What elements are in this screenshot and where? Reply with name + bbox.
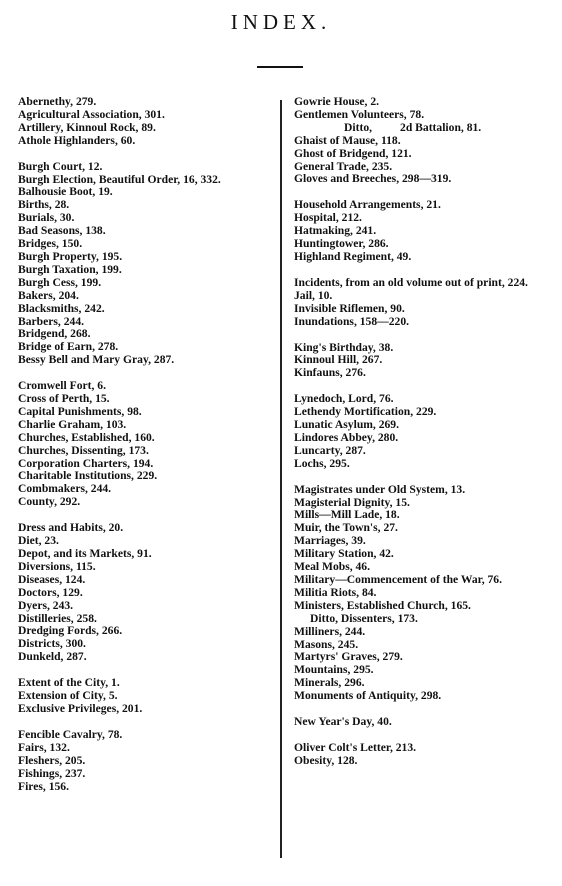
- page-title: INDEX.: [230, 10, 332, 34]
- index-entry: Gloves and Breeches, 298—319.: [294, 172, 452, 186]
- index-entry: Mountains, 295.: [294, 663, 374, 677]
- index-entry: Exclusive Privileges, 201.: [18, 701, 143, 715]
- index-entry: Births, 28.: [18, 198, 70, 212]
- index-group-b: [18, 161, 276, 368]
- index-entry: Monuments of Antiquity, 298.: [294, 689, 442, 703]
- index-group-i-j: [294, 277, 550, 329]
- index-entry: Gentlemen Volunteers, 78.: [294, 107, 425, 121]
- index-entry: Invisible Riflemen, 90.: [294, 301, 405, 315]
- index-entry: Militia Riots, 84.: [294, 585, 377, 599]
- index-entry: Magistrates under Old System, 13.: [294, 482, 466, 496]
- index-entry: Martyrs' Graves, 279.: [294, 650, 403, 664]
- index-entry: Hatmaking, 241.: [294, 224, 377, 238]
- index-entry: Minerals, 296.: [294, 676, 365, 690]
- index-entry: Inundations, 158—220.: [294, 314, 410, 328]
- index-entry: Incidents, from an old volume out of print, 224.: [294, 275, 528, 289]
- index-entry: Doctors, 129.: [18, 585, 83, 599]
- index-entry: Charlie Graham, 103.: [18, 417, 127, 431]
- index-entry: Marriages, 39.: [294, 534, 366, 548]
- index-entry: Fishings, 237.: [18, 766, 86, 780]
- index-group-o: [294, 742, 550, 768]
- index-right-column: [294, 96, 550, 781]
- index-entry: Corporation Charters, 194.: [18, 456, 154, 470]
- title-rule: [257, 66, 303, 68]
- index-entry: Bessy Bell and Mary Gray, 287.: [18, 353, 175, 367]
- index-entry: Barbers, 244.: [18, 314, 85, 328]
- index-entry: Burgh Court, 12.: [18, 159, 103, 173]
- index-entry: Kinfauns, 276.: [294, 366, 366, 380]
- index-entry: Districts, 300.: [18, 637, 86, 651]
- index-entry: Extension of City, 5.: [18, 689, 118, 703]
- index-entry: General Trade, 235.: [294, 159, 393, 173]
- index-entry: Milliners, 244.: [294, 624, 366, 638]
- index-entry: Gowrie House, 2.: [294, 95, 380, 108]
- index-entry: Bridgend, 268.: [18, 327, 91, 341]
- ditto-text: 2d Battalion, 81.: [400, 120, 482, 134]
- index-entry: Athole Highlanders, 60.: [18, 133, 136, 147]
- index-entry: Dunkeld, 287.: [18, 650, 87, 664]
- index-entry-ditto: Ditto, Dissenters, 173.: [310, 611, 418, 625]
- index-entry: Dress and Habits, 20.: [18, 521, 124, 535]
- index-entry: Combmakers, 244.: [18, 482, 112, 496]
- index-entry: Cross of Perth, 15.: [18, 392, 110, 406]
- index-entry: Capital Punishments, 98.: [18, 404, 142, 418]
- index-entry: Military Station, 42.: [294, 547, 394, 561]
- index-entry: Bridge of Earn, 278.: [18, 340, 119, 354]
- index-entry: Dredging Fords, 266.: [18, 624, 123, 638]
- index-entry: Artillery, Kinnoul Rock, 89.: [18, 120, 156, 134]
- index-entry: Lindores Abbey, 280.: [294, 430, 399, 444]
- index-group-m: [294, 484, 550, 703]
- index-entry: Fencible Cavalry, 78.: [18, 727, 123, 741]
- index-entry: Fleshers, 205.: [18, 753, 86, 767]
- index-entry: Ghost of Bridgend, 121.: [294, 146, 412, 160]
- index-entry: Muir, the Town's, 27.: [294, 521, 398, 535]
- index-entry: Oliver Colt's Letter, 213.: [294, 740, 417, 754]
- index-entry: Obesity, 128.: [294, 753, 358, 767]
- index-entry: Diseases, 124.: [18, 572, 86, 586]
- index-entry: Blacksmiths, 242.: [18, 301, 105, 315]
- index-entry: Churches, Established, 160.: [18, 430, 155, 444]
- index-entry: Charitable Institutions, 229.: [18, 469, 158, 483]
- index-entry: Bakers, 204.: [18, 288, 79, 302]
- index-entry: Burgh Election, Beautiful Order, 16, 332.: [18, 172, 221, 186]
- index-entry: Hospital, 212.: [294, 211, 362, 225]
- index-entry: Dyers, 243.: [18, 598, 74, 612]
- index-entry: Luncarty, 287.: [294, 443, 366, 457]
- index-entry: Ministers, Established Church, 165.: [294, 598, 471, 612]
- index-entry: Masons, 245.: [294, 637, 359, 651]
- index-entry: Diversions, 115.: [18, 559, 96, 573]
- index-group-a: [18, 96, 276, 148]
- index-entry: Distilleries, 258.: [18, 611, 97, 625]
- index-entry: Burials, 30.: [18, 211, 75, 225]
- index-group-h: [294, 199, 550, 264]
- index-entry: New Year's Day, 40.: [294, 715, 392, 729]
- index-entry: Huntingtower, 286.: [294, 237, 389, 251]
- index-group-c: [18, 380, 276, 509]
- index-entry: Lethendy Mortification, 229.: [294, 405, 437, 419]
- index-entry: Household Arrangements, 21.: [294, 198, 441, 212]
- index-entry: Churches, Dissenting, 173.: [18, 443, 149, 457]
- index-entry: Military—Commencement of the War, 76.: [294, 573, 503, 586]
- index-group-n: [294, 716, 550, 729]
- index-entry: Extent of the City, 1.: [18, 676, 120, 690]
- index-group-k: [294, 342, 550, 381]
- ditto-mark: Ditto,: [344, 120, 373, 134]
- column-divider: [280, 100, 282, 858]
- index-entry-ditto: [294, 122, 550, 135]
- index-entry: Balhousie Boot, 19.: [18, 185, 113, 199]
- index-entry: Bridges, 150.: [18, 237, 83, 251]
- index-entry: Meal Mobs, 46.: [294, 560, 370, 574]
- index-group-d: [18, 522, 276, 664]
- index-entry: County, 292.: [18, 495, 81, 509]
- index-entry: Ghaist of Mause, 118.: [294, 133, 401, 147]
- index-entry: Burgh Property, 195.: [18, 249, 123, 263]
- index-group-f: [18, 729, 276, 794]
- index-entry: Fires, 156.: [18, 779, 69, 793]
- index-entry: Abernethy, 279.: [18, 95, 97, 108]
- index-entry: Jail, 10.: [294, 288, 333, 302]
- index-entry: Mills—Mill Lade, 18.: [294, 508, 400, 522]
- index-entry: Agricultural Association, 301.: [18, 107, 165, 121]
- index-entry: Highland Regiment, 49.: [294, 249, 412, 263]
- index-group-l: [294, 393, 550, 470]
- index-group-e: [18, 677, 276, 716]
- index-entry: Lunatic Asylum, 269.: [294, 418, 400, 432]
- index-entry: Bad Seasons, 138.: [18, 224, 106, 238]
- index-entry: Depot, and its Markets, 91.: [18, 547, 152, 560]
- index-group-g: [294, 96, 550, 186]
- index-entry: Magisterial Dignity, 15.: [294, 495, 410, 509]
- index-entry: King's Birthday, 38.: [294, 340, 394, 354]
- index-entry: Kinnoul Hill, 267.: [294, 353, 383, 367]
- index-entry: Lynedoch, Lord, 76.: [294, 392, 394, 406]
- index-entry: Diet, 23.: [18, 534, 59, 548]
- index-entry: Lochs, 295.: [294, 456, 350, 470]
- index-entry: Fairs, 132.: [18, 740, 70, 754]
- index-entry: Burgh Cess, 199.: [18, 275, 102, 289]
- index-entry: Cromwell Fort, 6.: [18, 379, 107, 393]
- index-left-column: [18, 96, 276, 806]
- index-entry: Burgh Taxation, 199.: [18, 262, 122, 276]
